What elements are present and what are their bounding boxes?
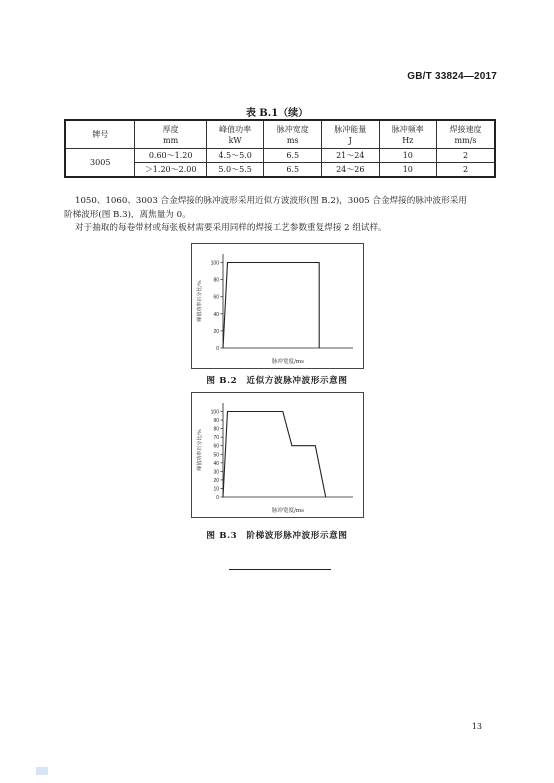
header-name: 峰值功率	[219, 124, 252, 134]
peak-power-cell: 5.0～5.5	[206, 163, 264, 178]
pulse-width-cell: 6.5	[264, 163, 322, 178]
y-tick-label: 90	[213, 418, 219, 425]
figure-b3-chart	[191, 392, 364, 518]
y-axis-label: 峰值功率百分比/%	[197, 280, 203, 322]
header-unit: mm/s	[454, 135, 477, 145]
y-tick-label: 10	[213, 486, 219, 493]
paragraph-waveform-line2: 阶梯波形(图 B.3)，离焦量为 0。	[64, 210, 191, 220]
figure-b2-chart	[191, 243, 364, 369]
speed-cell: 2	[437, 163, 495, 178]
figure-b2-caption: 图 B.2 近似方波脉冲波形示意图	[206, 376, 348, 386]
y-tick-label: 60	[213, 294, 219, 301]
table-row	[65, 149, 495, 163]
y-tick-label: 50	[213, 452, 219, 459]
scan-mark	[36, 767, 48, 775]
y-tick-label: 20	[213, 328, 219, 335]
y-tick-label: 80	[213, 426, 219, 433]
end-rule	[229, 569, 331, 570]
pulse-width-cell: 6.5	[264, 149, 322, 163]
header-name: 厚度	[162, 124, 179, 134]
figure-b2-plot	[192, 244, 363, 368]
table-header-row	[65, 120, 495, 149]
header-name: 脉冲频率	[391, 124, 424, 134]
waveform-line	[223, 412, 326, 498]
y-tick-label: 20	[213, 477, 219, 484]
header-name: 脉冲能量	[334, 124, 367, 134]
y-axis-label: 峰值功率百分比/%	[197, 429, 203, 471]
table-title: 表 B.1（续）	[245, 108, 309, 119]
frequency-cell: 10	[379, 163, 437, 178]
y-tick-label: 60	[213, 443, 219, 450]
parameter-table	[64, 119, 496, 178]
y-tick-label: 0	[216, 495, 219, 501]
y-tick-label: 0	[216, 346, 219, 352]
header-unit: kW	[228, 135, 242, 145]
header-cell-pulse-width	[264, 120, 322, 149]
header-name: 焊接速度	[449, 124, 482, 134]
grade-cell: 3005	[65, 149, 135, 178]
y-tick-label: 40	[213, 460, 219, 467]
header-unit: ms	[286, 135, 299, 145]
header-unit: Hz	[402, 135, 414, 145]
pulse-energy-cell: 24～26	[322, 163, 380, 178]
header-cell-grade	[65, 120, 135, 149]
header-name: 牌号	[92, 130, 109, 139]
waveform-line	[223, 263, 319, 349]
y-tick-label: 80	[213, 277, 219, 284]
header-cell-thickness	[135, 120, 206, 149]
header-cell-speed	[437, 120, 495, 149]
header-unit: mm	[163, 135, 179, 145]
figure-b3-caption: 图 B.3 阶梯波形脉冲波形示意图	[206, 531, 348, 541]
header-name: 脉冲宽度	[276, 124, 309, 134]
y-tick-label: 100	[210, 409, 219, 416]
thickness-cell: ＞1.20～2.00	[135, 163, 206, 178]
pulse-energy-cell: 21～24	[322, 149, 380, 163]
page-number: 13	[471, 722, 482, 731]
header-cell-pulse-energy	[322, 120, 380, 149]
y-tick-label: 30	[213, 469, 219, 476]
header-cell-peak-power	[206, 120, 264, 149]
speed-cell: 2	[437, 149, 495, 163]
figure-b3-plot	[192, 393, 363, 517]
x-axis-label: 脉冲宽度/ms	[272, 508, 304, 514]
y-tick-label: 40	[213, 311, 219, 318]
frequency-cell: 10	[379, 149, 437, 163]
peak-power-cell: 4.5～5.0	[206, 149, 264, 163]
y-tick-label: 100	[210, 260, 219, 267]
standard-number: GB/T 33824—2017	[407, 71, 497, 82]
paragraph-repeat-welding: 对于抽取的每卷带材或每张板材需要采用同样的焊接工艺参数重复焊接 2 组试样。	[75, 223, 387, 233]
header-unit: J	[348, 135, 352, 145]
paragraph-waveform-line1: 1050、1060、3003 合金焊接的脉冲波形采用近似方波波形(图 B.2)，3005 合金焊接的脉冲波形采用	[75, 196, 467, 206]
x-axis-label: 脉冲宽度/ms	[272, 359, 304, 365]
y-tick-label: 70	[213, 435, 219, 442]
header-cell-frequency	[379, 120, 437, 149]
thickness-cell: 0.60～1.20	[135, 149, 206, 163]
